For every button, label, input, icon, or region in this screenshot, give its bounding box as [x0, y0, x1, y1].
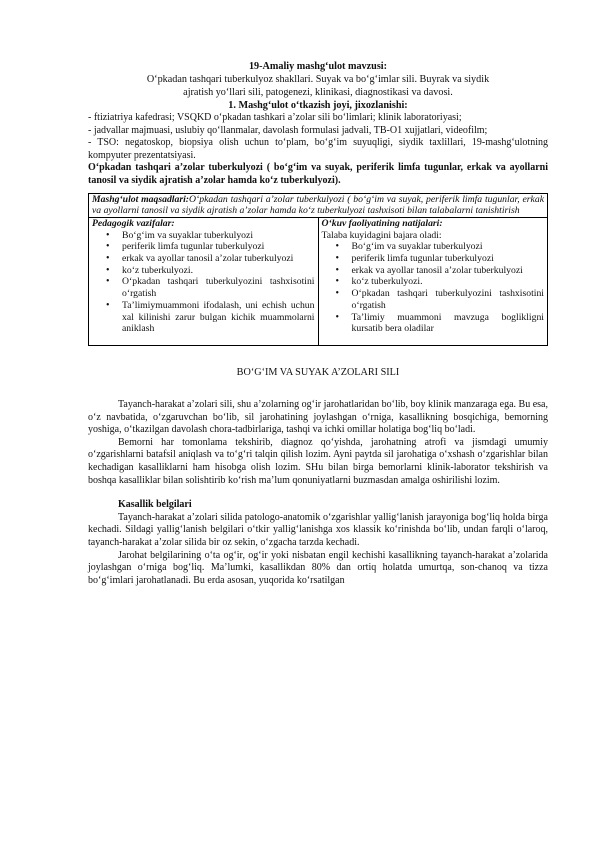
paragraph: Tayanch-harakat a’zolari sili, shu a’zolarning og‘ir jarohatlaridan bo‘lib, boy klinik manzaraga ega. Bu esa, o‘z navbatida, o‘zgaruvchan bo‘lib, sil jarohatining joylashgan o‘rniga, kasallikning bosqichiga, bemorning yoshiga, o‘tkazilgan davolash chora-tadbirlariga, tashqi va ichki omillar holatiga bog‘liq bo‘ladi.: [88, 399, 548, 436]
list-item: • ko‘z tuberkulyozi.: [122, 265, 315, 277]
list-item: • Ta’limiy muammoni mavzuga boglikligni kursatib bera oladilar: [352, 312, 545, 335]
goals-cell: [89, 193, 548, 217]
results-list: [322, 241, 545, 335]
list-item: • ko‘z tuberkulyozi.: [352, 276, 545, 288]
list-item: • erkak va ayollar tanosil a’zolar tuberkulyozi: [122, 253, 315, 265]
goals-label: Mashg‘ulot maqsadlari:: [92, 193, 190, 205]
list-item: • O‘pkadan tashqari tuberkulyozini tashxisotini o‘rgatish: [122, 276, 315, 299]
paragraph: Jarohat belgilarining o‘ta og‘ir, og‘ir yoki nisbatan engil kechishi kasallikning tayanch-harakat a’zolarida joylashgan o‘rniga bog‘liq. Ma’lumki, kasallikdan 80% dan ortiq holatda umurtqa, son-chanoq va tizza bo‘g‘imlari jarohatlanadi. Bu erda asosan, yuqorida ko‘rsatilgan: [88, 549, 548, 586]
place-heading: 1. Mashg‘ulot o‘tkazish joyi, jixozlanishi:: [228, 100, 408, 111]
goals-text: O‘pkadan tashqari a’zolar tuberkulyozi ( bo‘g‘im va suyak, periferik limfa tugunlar, erkak va ayollarni tanosil va siydik ajratish a’zolar hamda ko‘z tuberkulyozi tashxisoti bilan talabalarni tanishtirish: [92, 193, 544, 217]
tasks-label: Pedagogik vazifalar:: [92, 217, 175, 229]
paragraph: Tayanch-harakat a’zolari silida patologo-anatomik o‘zgarishlar yallig‘lanish jarayoniga bog‘liq holda birga kechadi. Sildagi yallig‘lanish belgilari o‘tkir yallig‘lanishga xos klassik ko‘rinishda bo‘lib, undan farqli o‘laroq, tayanch-harakat a’zolar silida bir oz sekin, o‘zgacha tarzda kechadi.: [88, 511, 548, 548]
results-intro: Talaba kuyidagini bajara oladi:: [321, 229, 442, 241]
results-label: O‘kuv faoliyatining natijalari:: [321, 217, 443, 229]
list-item: • periferik limfa tugunlar tuberkulyozi: [352, 253, 545, 265]
practical-title: 19-Amaliy mashg‘ulot mavzusi:: [248, 61, 388, 72]
results-cell: [318, 217, 548, 345]
document-page: [88, 0, 548, 587]
place-line-1: - ftiziatriya kafedrasi; VSQKD o‘pkadan tashkari a’zolar sili bo‘limlari; klinik laboratoriyasi;: [88, 112, 462, 123]
section-title: BO‘G‘IM VA SUYAK A’ZOLARI SILI: [236, 367, 400, 378]
tasks-list: [92, 230, 315, 335]
list-item: • Bo‘g‘im va suyaklar tuberkulyozi: [122, 230, 315, 242]
topic-line-1: O‘pkadan tashqari tuberkulyoz shakllari. Suyak va bo‘g‘imlar sili. Buyrak va siydik: [146, 74, 490, 85]
list-item: • Ta’limiymuammoni ifodalash, uni echish uchun xal kilinishi zarur bulgan kichik muammolarni aniklash: [122, 300, 315, 335]
place-line-3: - TSO: negatoskop, biopsiya olish uchun to‘plam, bo‘g‘im suyuqligi, siydik taxlillari, 19-mashg‘ulotning kompyuter prezentatsiyasi.: [88, 137, 548, 161]
summary-bold: O‘pkadan tashqari a’zolar tuberkulyozi ( bo‘g‘im va suyak, periferik limfa tugunlar, erkak va ayollarni tanosil va siydik ajratish a’zolar hamda ko‘z tuberkulyozi).: [88, 162, 548, 186]
list-item: • erkak va ayollar tanosil a’zolar tuberkulyozi: [352, 265, 545, 277]
topic-line-2: ajratish yo‘llari sili, patogenezi, klinikasi, diagnostikasi va davosi.: [183, 87, 453, 98]
tasks-cell: [89, 217, 319, 345]
place-line-2: - jadvallar majmuasi, uslubiy qo‘llanmalar, davolash formulasi jadvali, TB-O1 xujjatlari, videofilm;: [88, 124, 488, 136]
list-item: • periferik limfa tugunlar tuberkulyozi: [122, 241, 315, 253]
subheading: Kasallik belgilari: [118, 499, 192, 511]
lesson-plan-table: [88, 193, 548, 346]
list-item: • Bo‘g‘im va suyaklar tuberkulyozi: [352, 241, 545, 253]
paragraph: Bemorni har tomonlama tekshirib, diagnoz qo‘yishda, jarohatning atrofi va jismdagi umumiy o‘zgarishlarni batafsil aniqlash va to‘g‘ri talqin qilish lozim. Ayni paytda sil jarohatiga o‘xshash o‘zgarishlar bilan kechadigan kasalliklarni ham hisobga olish lozim. SHu bilan birga bemorlarni klinik-laborator tekshirish va boshqa kasalliklar bilan solishtirib ko‘rish ma’lum qonuniyatlarni buzmasdan amalga oshirilishi lozim.: [88, 436, 548, 486]
list-item: • O‘pkadan tashqari tuberkulyozini tashxisotini o‘rgatish: [352, 288, 545, 311]
